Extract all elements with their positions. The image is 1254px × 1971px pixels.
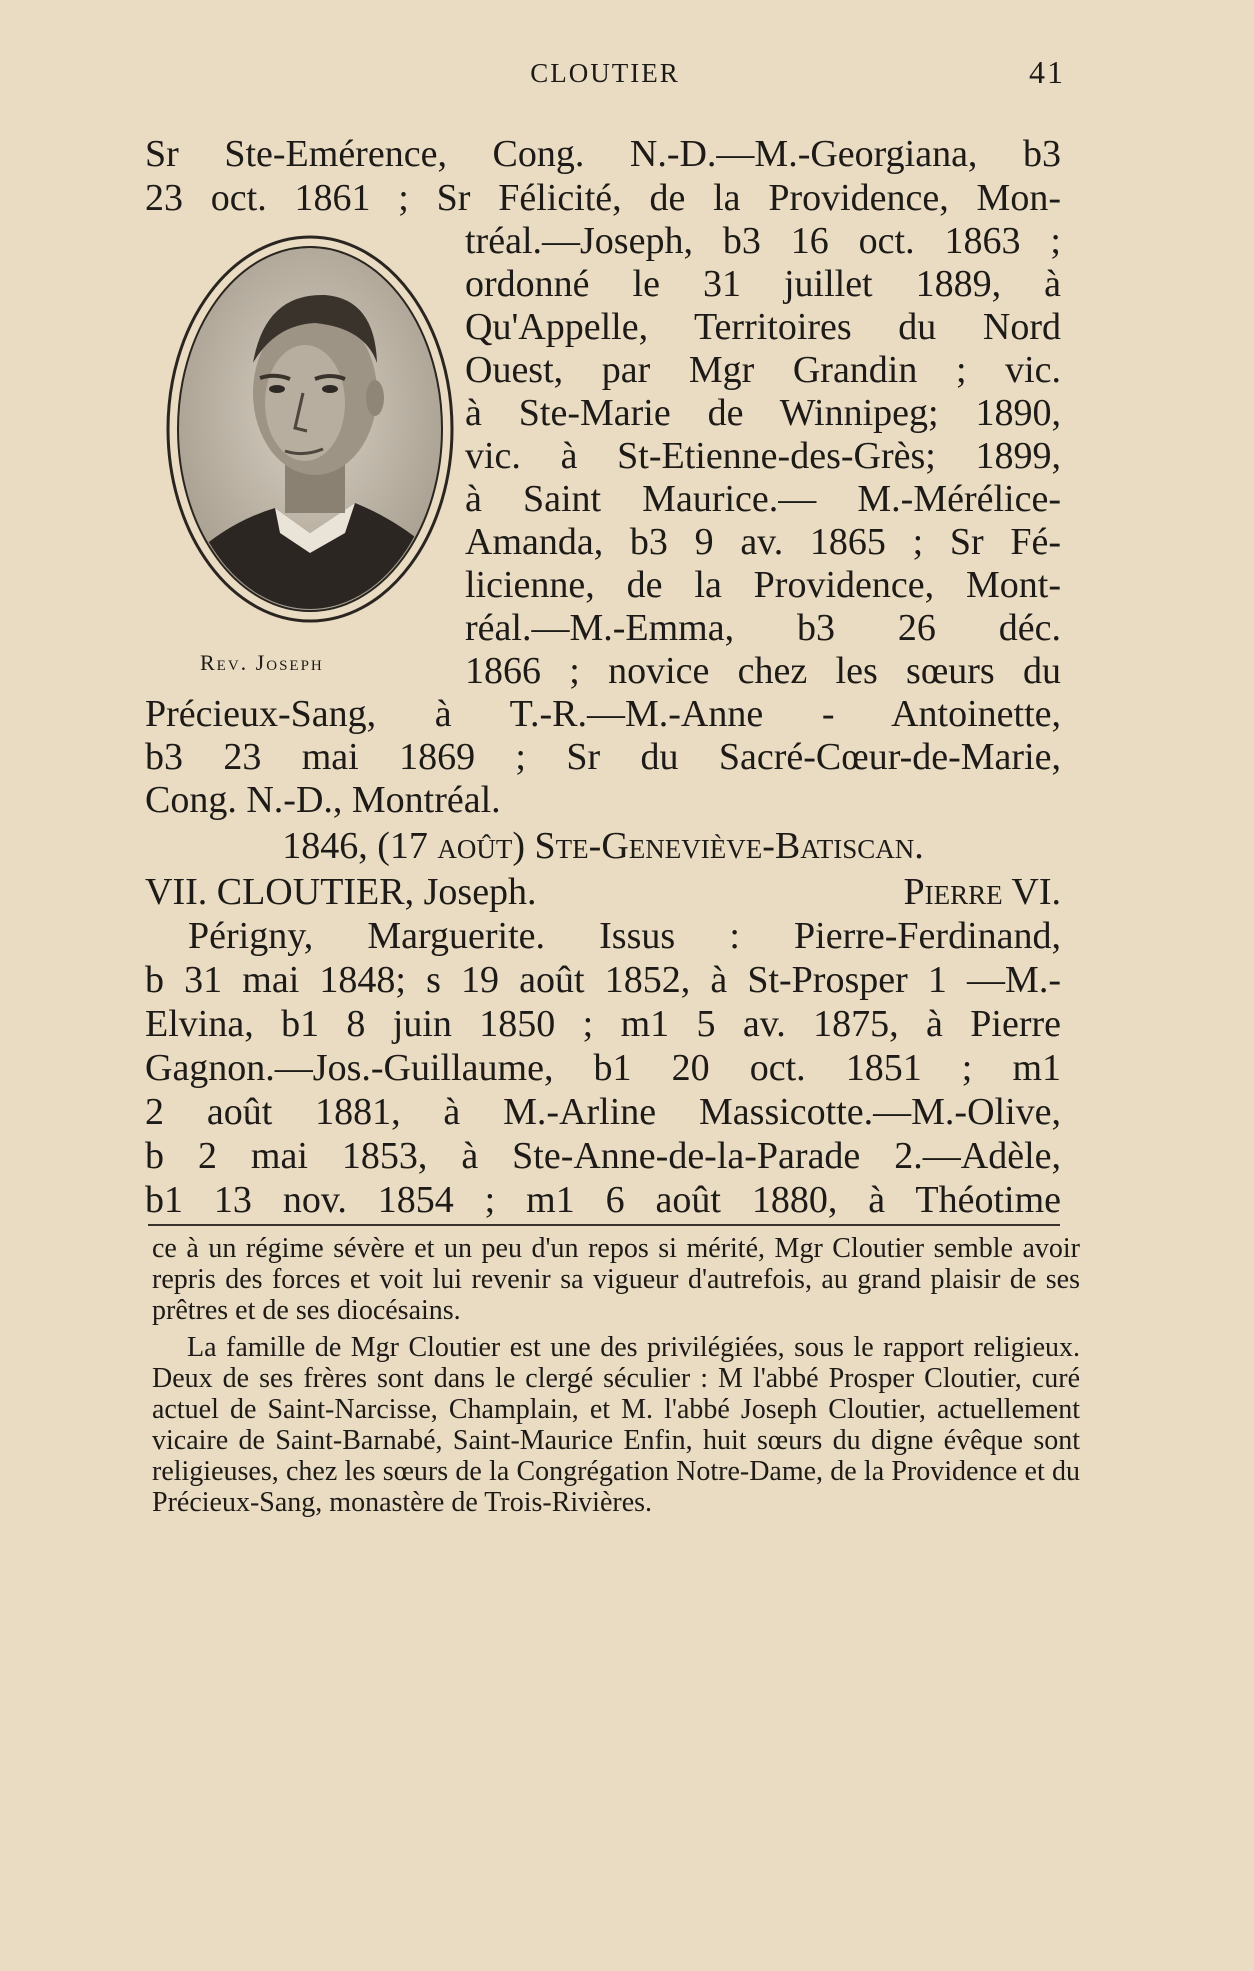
text-line: Elvina, b1 8 juin 1850 ; m1 5 av. 1875, à Pierre (145, 1003, 1061, 1045)
text-line: licienne, de la Providence, Mont- (465, 564, 1061, 606)
footnotes (152, 1233, 1080, 1518)
running-title: CLOUTIER (530, 58, 680, 88)
footnote-paragraph: La famille de Mgr Cloutier est une des privilégiées, sous le rapport religieux. Deux de ses frères sont dans le clergé séculier : M l'abbé Prosper Cloutier, curé actuel de Saint-Narcisse, Champlain, et M. l'abbé Joseph Cloutier, actuellement vicaire de Saint-Barnabé, Saint-Maurice Enfin, huit sœurs du digne évêque sont religieuses, chez les sœurs de la Congrégation Notre-Dame, de la Providence et du Précieux-Sang, monastère de Trois-Rivières. (152, 1332, 1080, 1518)
entry-heading: VII. CLOUTIER, Joseph. (145, 871, 537, 913)
text-line: tréal.—Joseph, b3 16 oct. 1863 ; (465, 220, 1061, 262)
entry-parent: Pierre VI. (903, 871, 1061, 913)
text-line: Précieux-Sang, à T.-R.—M.-Anne - Antoinette, (145, 693, 1061, 735)
portrait-image (165, 233, 455, 626)
text-line: Périgny, Marguerite. Issus : Pierre-Ferdinand, (188, 915, 1061, 957)
text-line: Sr Ste-Emérence, Cong. N.-D.—M.-Georgiana, b3 (145, 133, 1061, 175)
marriage-heading: 1846, (17 août) Ste-Geneviève-Batiscan. (282, 825, 924, 867)
text-line: 23 oct. 1861 ; Sr Félicité, de la Providence, Mon- (145, 177, 1061, 219)
text-line: Gagnon.—Jos.-Guillaume, b1 20 oct. 1851 ; m1 (145, 1047, 1061, 1089)
text-line: Amanda, b3 9 av. 1865 ; Sr Fé- (465, 521, 1061, 563)
text-line: Qu'Appelle, Territoires du Nord (465, 306, 1061, 348)
text-line: b 2 mai 1853, à Ste-Anne-de-la-Parade 2.—Adèle, (145, 1135, 1061, 1177)
text-line: b 31 mai 1848; s 19 août 1852, à St-Prosper 1 —M.- (145, 959, 1061, 1001)
portrait-caption: Rev. Joseph (200, 650, 324, 675)
text-line: à Saint Maurice.— M.-Mérélice- (465, 478, 1061, 520)
text-line: Cong. N.-D., Montréal. (145, 779, 501, 821)
footnote-divider (148, 1224, 1060, 1226)
text-line: vic. à St-Etienne-des-Grès; 1899, (465, 435, 1061, 477)
text-line: b1 13 nov. 1854 ; m1 6 août 1880, à Théotime (145, 1179, 1061, 1221)
text-line: 1866 ; novice chez les sœurs du (465, 650, 1061, 692)
footnote-paragraph: ce à un régime sévère et un peu d'un repos si mérité, Mgr Cloutier semble avoir repris des forces et voit lui revenir sa vigueur d'autrefois, au grand plaisir de ses prêtres et de ses diocésains. (152, 1233, 1080, 1326)
page-number: 41 (1029, 54, 1065, 90)
text-line: 2 août 1881, à M.-Arline Massicotte.—M.-Olive, (145, 1091, 1061, 1133)
text-line: à Ste-Marie de Winnipeg; 1890, (465, 392, 1061, 434)
text-line: réal.—M.-Emma, b3 26 déc. (465, 607, 1061, 649)
text-line: b3 23 mai 1869 ; Sr du Sacré-Cœur-de-Marie, (145, 736, 1061, 778)
text-line: ordonné le 31 juillet 1889, à (465, 263, 1061, 305)
text-line: Ouest, par Mgr Grandin ; vic. (465, 349, 1061, 391)
running-header (145, 54, 1065, 98)
